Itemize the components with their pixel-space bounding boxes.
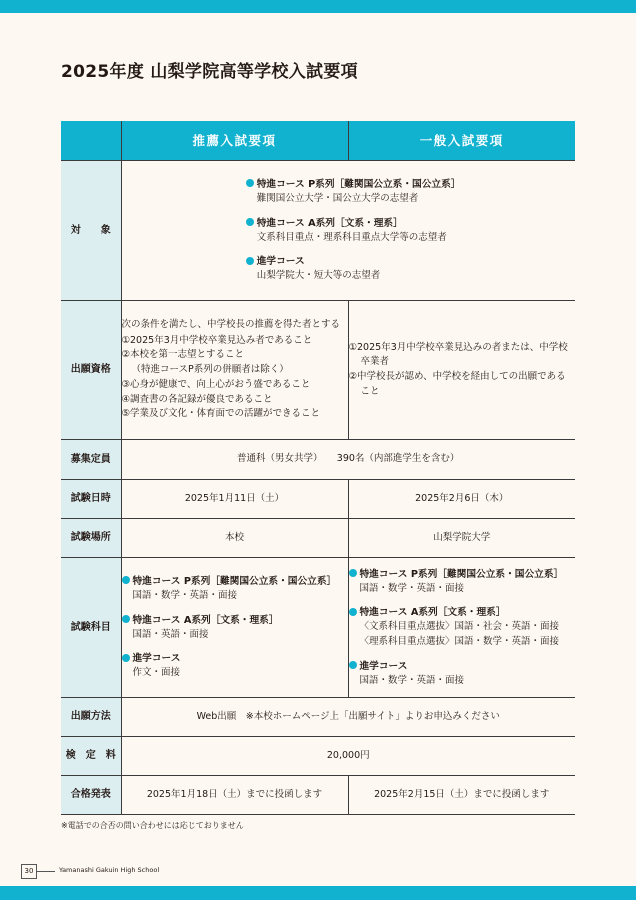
course-block — [122, 574, 348, 604]
condition-item: ④調査書の各記録が優良であること — [121, 393, 273, 405]
course-name: 進学コース — [359, 660, 408, 672]
condition-item: ①2025年3月中学校卒業見込み者であること — [121, 334, 313, 346]
admissions-table — [61, 121, 575, 815]
header-recommend: 推薦入試要項 — [121, 121, 348, 161]
subjects-general-cell — [348, 558, 575, 698]
course-block — [122, 613, 348, 643]
bullet-dot-icon — [122, 576, 130, 584]
condition-item: ①2025年3月中学校卒業見込みの者または、中学校卒業者 — [348, 341, 568, 368]
course-block — [246, 254, 461, 284]
bullet-dot-icon — [246, 179, 254, 187]
row-label-application: 出願方法 — [61, 698, 121, 737]
row-label-target: 対 象 — [61, 161, 121, 301]
course-title — [246, 216, 461, 231]
course-block — [246, 216, 461, 246]
course-detail: 〈文系科目重点選抜〉国語・社会・英語・面接 — [359, 621, 560, 633]
qualification-recommend-cell — [121, 301, 348, 440]
bullet-dot-icon — [122, 654, 130, 662]
exam-place-general: 山梨学院大学 — [348, 519, 575, 558]
course-block — [349, 659, 576, 689]
course-block — [122, 651, 348, 681]
course-title — [246, 254, 461, 269]
course-name: 特進コース P系列［難関国公立系・国公立系］ — [132, 575, 337, 587]
subjects-recommend-list — [122, 574, 348, 681]
qualification-general-cell — [348, 301, 575, 440]
course-detail: 国語・英語・面接 — [132, 628, 209, 640]
header-general: 一般入試要項 — [348, 121, 575, 161]
course-name: 特進コース P系列［難関国公立系・国公立系］ — [359, 568, 564, 580]
course-detail: 〈理系科目重点選抜〉国語・数学・英語・面接 — [359, 636, 560, 648]
bullet-dot-icon — [349, 661, 357, 669]
course-name: 特進コース P系列［難関国公立系・国公立系］ — [256, 178, 461, 190]
page-number: 30 — [21, 864, 37, 879]
course-title — [122, 613, 348, 628]
bullet-dot-icon — [349, 608, 357, 616]
course-detail: 作文・面接 — [132, 667, 181, 679]
condition-item: ②本校を第一志望とすること — [121, 349, 245, 361]
target-course-list — [236, 164, 461, 297]
row-target — [61, 161, 575, 301]
course-title — [349, 605, 576, 620]
capacity-value: 普通科（男女共学） 390名（内部進学生を含む） — [121, 440, 575, 480]
bottom-accent-bar — [0, 886, 636, 900]
course-detail: 難関国公立大学・国公立大学の志望者 — [256, 192, 419, 204]
course-detail: 国語・数学・英語・面接 — [359, 582, 465, 594]
course-title — [349, 659, 576, 674]
course-name: 特進コース A系列［文系・理系］ — [132, 614, 279, 626]
bullet-dot-icon — [349, 569, 357, 577]
course-detail: 国語・数学・英語・面接 — [132, 589, 238, 601]
row-label-qualification: 出願資格 — [61, 301, 121, 440]
row-subjects — [61, 558, 575, 698]
footnote: ※電話での合否の問い合わせには応じておりません — [61, 821, 244, 830]
course-title — [122, 651, 348, 666]
condition-item: （特進コースP系列の併願者は除く） — [131, 364, 289, 376]
header-corner — [61, 121, 121, 161]
row-label-result: 合格発表 — [61, 776, 121, 815]
qualification-general-list — [349, 341, 576, 400]
subjects-recommend-cell — [121, 558, 348, 698]
row-label-exam-place: 試験場所 — [61, 519, 121, 558]
exam-place-recommend: 本校 — [121, 519, 348, 558]
condition-item: ②中学校長が認め、中学校を経由しての出願であること — [348, 371, 566, 397]
course-block — [246, 177, 461, 207]
course-name: 特進コース A系列［文系・理系］ — [256, 217, 403, 229]
course-detail: 国語・数学・英語・面接 — [359, 674, 465, 686]
target-cell — [121, 161, 575, 301]
row-label-subjects: 試験科目 — [61, 558, 121, 698]
condition-item: ⑤学業及び文化・体育面での活躍ができること — [121, 408, 321, 420]
course-title — [349, 567, 576, 582]
exam-date-recommend: 2025年1月11日（土） — [121, 480, 348, 519]
footer-school-name: Yamanashi Gakuin High School — [59, 866, 160, 874]
row-label-capacity: 募集定員 — [61, 440, 121, 480]
course-block — [349, 567, 576, 597]
fee-value: 20,000円 — [121, 737, 575, 776]
qualification-recommend-list — [122, 334, 348, 422]
row-capacity — [61, 440, 575, 480]
row-qualification — [61, 301, 575, 440]
table-header-row — [61, 121, 575, 161]
row-exam-place — [61, 519, 575, 558]
top-accent-bar — [0, 0, 636, 13]
result-recommend: 2025年1月18日（土）までに投函します — [121, 776, 348, 815]
course-title — [246, 177, 461, 192]
page-title: 2025年度 山梨学院高等学校入試要項 — [61, 62, 358, 82]
row-fee — [61, 737, 575, 776]
row-result — [61, 776, 575, 815]
application-value: Web出願 ※本校ホームページ上「出願サイト」よりお申込みください — [121, 698, 575, 737]
bullet-dot-icon — [246, 218, 254, 226]
course-block — [349, 605, 576, 649]
footer-rule — [37, 871, 55, 872]
qualification-intro: 次の条件を満たし、中学校長の推薦を得た者とする — [121, 318, 341, 330]
row-exam-date — [61, 480, 575, 519]
condition-item: ③心身が健康で、向上心がおう盛であること — [121, 378, 311, 390]
course-name: 進学コース — [256, 256, 305, 268]
bullet-dot-icon — [246, 257, 254, 265]
course-title — [122, 574, 348, 589]
row-label-fee: 検 定 料 — [61, 737, 121, 776]
course-name: 進学コース — [132, 653, 181, 665]
row-label-exam-date: 試験日時 — [61, 480, 121, 519]
bullet-dot-icon — [122, 615, 130, 623]
row-application — [61, 698, 575, 737]
subjects-general-list — [349, 567, 576, 689]
exam-date-general: 2025年2月6日（木） — [348, 480, 575, 519]
result-general: 2025年2月15日（土）までに投函します — [348, 776, 575, 815]
course-detail: 文系科目重点・理系科目重点大学等の志望者 — [256, 231, 447, 243]
course-name: 特進コース A系列［文系・理系］ — [359, 607, 506, 619]
course-detail: 山梨学院大・短大等の志望者 — [256, 270, 381, 282]
